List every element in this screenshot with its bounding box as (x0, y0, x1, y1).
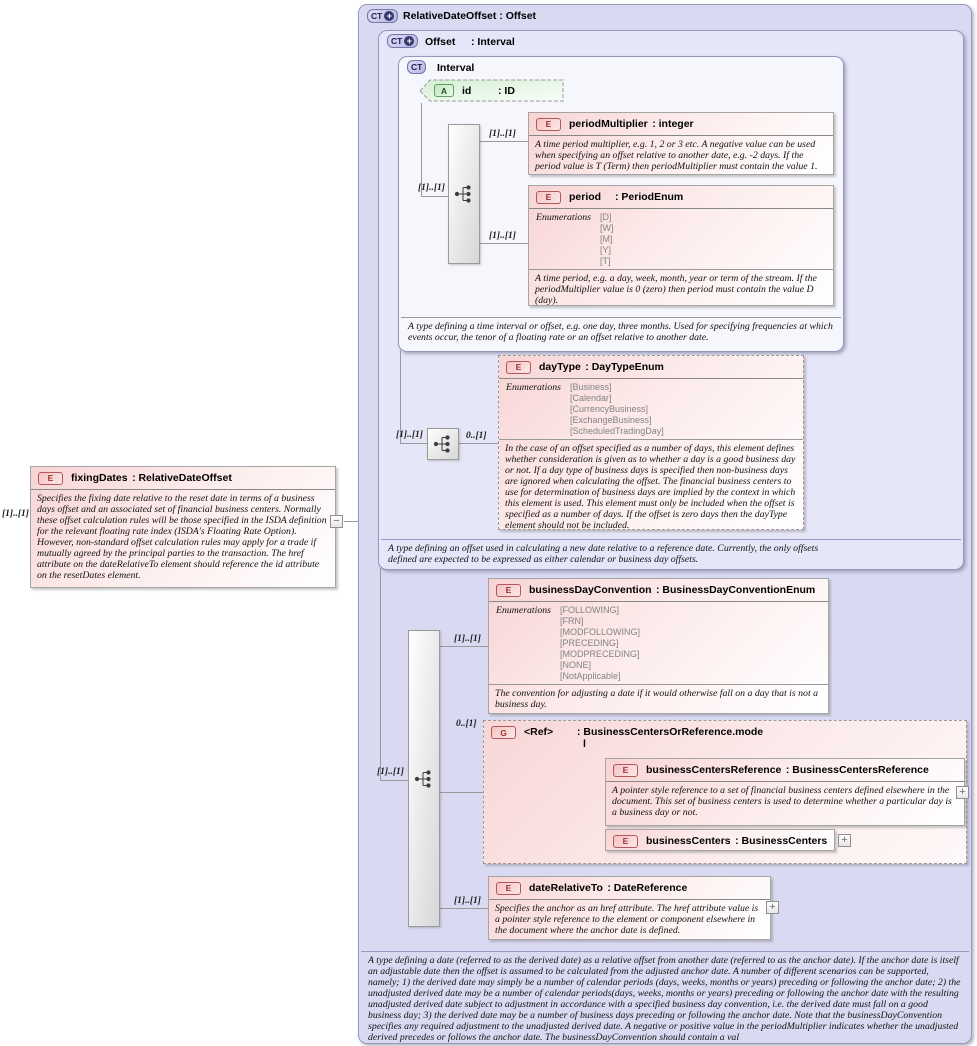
group-header[interactable] (484, 721, 966, 760)
element-business-day-convention (488, 578, 829, 714)
element-badge: E (536, 118, 561, 131)
complex-type-badge (387, 34, 418, 48)
cardinality-label: [1]..[1] (489, 129, 516, 139)
element-business-centers (605, 829, 835, 851)
enum-value: [PRECEDING] (560, 638, 619, 648)
complex-type-badge (407, 60, 426, 74)
cardinality-label: 0..[1] (466, 431, 487, 441)
enum-value: [T] (600, 256, 611, 266)
cardinality-label: [1]..[1] (489, 231, 516, 241)
element-annotation: A time period multiplier, e.g. 1, 2 or 3 etc. A negative value can be used when specifying an offset relative to another date, e.g. -2 days. If the period value is T (Term) then periodMultiplier must contain the value 1. (535, 139, 818, 172)
enum-value: [Business] (570, 382, 612, 392)
group-badge: G (491, 726, 516, 739)
element-period (528, 185, 834, 306)
sequence-connector (408, 630, 440, 927)
expand-icon[interactable]: + (838, 834, 851, 847)
element-annotation: In the case of an offset specified as a number of days, this element defines whether consideration is given as to whether a day is a good business day or not. If a day type of business days is specified then non-business days are ignored when calculating the offset. The financial business centers to use for determination of business days are implied by the context in which this element is used. This element must only be included when the offset is specified as a number of days. If the offset is zero days then the dayType element should not be included. (499, 439, 803, 531)
element-annotation: The convention for adjusting a date if it would otherwise fall on a day that is not a business day. (489, 684, 828, 713)
ct-badge-label: CT (411, 62, 423, 72)
element-type: : BusinessCentersReference (785, 764, 929, 776)
enum-value: [M] (600, 234, 613, 244)
enumerations-label: Enumerations (496, 605, 551, 616)
element-fixing-dates-header[interactable] (31, 467, 335, 490)
cardinality-label: [1]..[1] (454, 896, 481, 906)
element-badge: E (496, 584, 521, 597)
cardinality-label: [1]..[1] (377, 767, 404, 777)
cardinality-label: 0..[1] (456, 719, 477, 729)
connector-line (421, 196, 448, 197)
element-name: businessCenters (646, 835, 731, 847)
offset-annotation: A type defining an offset used in calculating a new date relative to a reference date. Currently, the only offsets defined are expected to be expressed as either calendar or business day offsets. (381, 539, 961, 565)
group-type: : BusinessCentersOrReference.mode l (577, 726, 764, 750)
expand-icon[interactable]: + (766, 901, 779, 914)
cardinality-label: [1]..[1] (418, 183, 445, 193)
collapse-icon[interactable]: − (330, 515, 343, 528)
element-period-multiplier-header[interactable] (529, 113, 833, 136)
element-name: dayType (539, 361, 581, 373)
ct-badge-label: CT (371, 11, 383, 21)
connector-line (344, 521, 358, 522)
element-badge: E (38, 472, 63, 485)
cardinality-label: [1]..[1] (396, 430, 423, 440)
element-business-day-convention-header[interactable] (489, 579, 828, 602)
sequence-connector (448, 124, 480, 264)
expand-icon[interactable]: + (956, 786, 969, 799)
cardinality-label: [1]..[1] (2, 509, 29, 519)
attribute-type: : ID (498, 84, 515, 97)
enum-value: [ScheduledTradingDay] (570, 426, 664, 436)
element-badge: E (496, 882, 521, 895)
element-type: : DateReference (607, 882, 688, 894)
element-badge: E (506, 361, 531, 374)
connector-line (478, 243, 528, 244)
extension-plus-icon: + (384, 11, 394, 21)
element-business-centers-header[interactable] (606, 830, 834, 852)
enum-value: [CurrencyBusiness] (570, 404, 649, 414)
enum-value: [MODPRECEDING] (560, 649, 640, 659)
attribute-name: id (462, 84, 472, 97)
enum-value: [FOLLOWING] (560, 605, 620, 615)
element-day-type (498, 355, 804, 530)
connector-line (438, 792, 483, 793)
element-business-centers-reference (605, 758, 965, 826)
element-date-relative-to-header[interactable] (489, 877, 770, 900)
element-name: periodMultiplier (569, 118, 648, 130)
attribute-id-header[interactable] (434, 84, 515, 97)
element-type: : PeriodEnum (615, 191, 684, 203)
element-period-multiplier (528, 112, 834, 175)
extension-plus-icon: + (404, 36, 414, 46)
enumerations-section (489, 602, 828, 684)
element-day-type-header[interactable] (499, 356, 803, 379)
element-badge: E (536, 191, 561, 204)
element-type: : DayTypeEnum (585, 361, 664, 373)
enum-value: [NONE] (560, 660, 592, 670)
element-name: fixingDates (71, 472, 128, 484)
connector-line (438, 646, 488, 647)
element-fixing-dates (30, 466, 336, 588)
sequence-icon (432, 433, 454, 455)
element-annotation: A pointer style reference to a set of financial business centers defined elsewhere in the document. This set of business centers is used to determine whether a particular day is a business day or not. (612, 785, 952, 818)
element-badge: E (613, 835, 638, 848)
sequence-icon (453, 183, 475, 205)
element-type: : RelativeDateOffset (132, 472, 232, 484)
attribute-badge: A (434, 84, 454, 97)
element-name: dateRelativeTo (529, 882, 603, 894)
enumerations-label: Enumerations (506, 382, 561, 393)
element-badge: E (613, 764, 638, 777)
connector-line (380, 568, 381, 780)
element-type: : BusinessDayConventionEnum (655, 584, 816, 596)
interval-annotation: A type defining a time interval or offset, e.g. one day, three months. Used for specifying frequencies at which events occur, the tenor of a floating rate or an offset relative to another date. (401, 317, 841, 343)
element-name: period (569, 191, 602, 203)
element-type: : BusinessCenters (735, 835, 828, 847)
element-type: : integer (652, 118, 694, 130)
sequence-connector (427, 428, 459, 460)
element-annotation: A time period, e.g. a day, week, month, year or term of the stream. If the periodMultiplier value is 0 (zero) then period must contain the value D (day). (529, 269, 833, 306)
element-annotation: Specifies the fixing date relative to the reset date in terms of a business days offset and an associated set of financial business centers. Normally these offset calculation rules will be those specified in the ISDA definition for the relevant floating rate index (ISDA's Floating Rate Option). However, non-standard offset calculation rules may apply for a trade if mutually agreed by the principal parties to the transaction. The href attribute on the dateRelativeTo element should reference the id attribute on the resetDates element. (37, 493, 327, 581)
element-business-centers-reference-header[interactable] (606, 759, 964, 782)
complex-type-relative-date-offset-header[interactable] (359, 5, 971, 27)
sequence-icon (413, 768, 435, 790)
group-name: <Ref> (524, 726, 554, 738)
element-name: businessCentersReference (646, 764, 782, 776)
connector-line (438, 908, 488, 909)
complex-type-title: RelativeDateOffset : Offset (403, 10, 537, 22)
enum-value: [MODFOLLOWING] (560, 627, 641, 637)
enum-value: [FRN] (560, 616, 584, 626)
enumerations-label: Enumerations (536, 212, 591, 223)
complex-type-title: Interval (437, 62, 475, 74)
attribute-id (419, 79, 565, 103)
element-date-relative-to (488, 876, 771, 940)
element-period-header[interactable] (529, 186, 833, 209)
enum-value: [W] (600, 223, 614, 233)
cardinality-label: [1]..[1] (454, 634, 481, 644)
complex-type-badge (367, 9, 398, 23)
connector-line (380, 780, 408, 781)
element-name: businessDayConvention (529, 584, 652, 596)
complex-type-offset-header[interactable] (379, 31, 963, 53)
relative-date-offset-annotation: A type defining a date (referred to as the derived date) as a relative offset from another date (referred to as the anchor date). If the anchor date is itself an adjustable date then the offset is assumed to be calculated from the adjusted anchor date. A number of different scenarios can be supported, namely; 1) the derived date may simply be a number of calendar periods (days, weeks, months or years) preceding or following the anchor date; 2) the unadjusted derived date may be a number of calendar periods(days, weeks, months or years) preceding or following the anchor date with the resulting unadjusted derived date subject to adjustment in accordance with a specified business day convention, i.e. the derived date must fall on a good business day; 3) the derived date may be a number of business days preceding or following the anchor date. Note that the businessDayConvention specifies any required adjustment to the unadjusted derived date. A negative or positive value in the periodMultiplier indicates whether the unadjusted derived precedes or follows the anchor date. The businessDayConvention should contain a val (361, 951, 969, 1043)
connector-line (478, 141, 528, 142)
enumerations-section (529, 209, 833, 269)
enum-value: [D] (600, 212, 612, 222)
element-annotation: Specifies the anchor as an href attribute. The href attribute value is a pointer style reference to the element or component elsewhere in the document where the anchor date is defined. (495, 903, 759, 936)
connector-line (400, 443, 427, 444)
enum-value: [ExchangeBusiness] (570, 415, 652, 425)
connector-line (457, 443, 498, 444)
enum-value: [NotApplicable] (560, 671, 621, 681)
enum-value: [Calendar] (570, 393, 612, 403)
ct-badge-label: CT (391, 36, 403, 46)
complex-type-title: Offset : Interval (425, 36, 515, 48)
enum-value: [Y] (600, 245, 612, 255)
enumerations-section (499, 379, 803, 439)
complex-type-interval-header[interactable] (399, 57, 843, 79)
